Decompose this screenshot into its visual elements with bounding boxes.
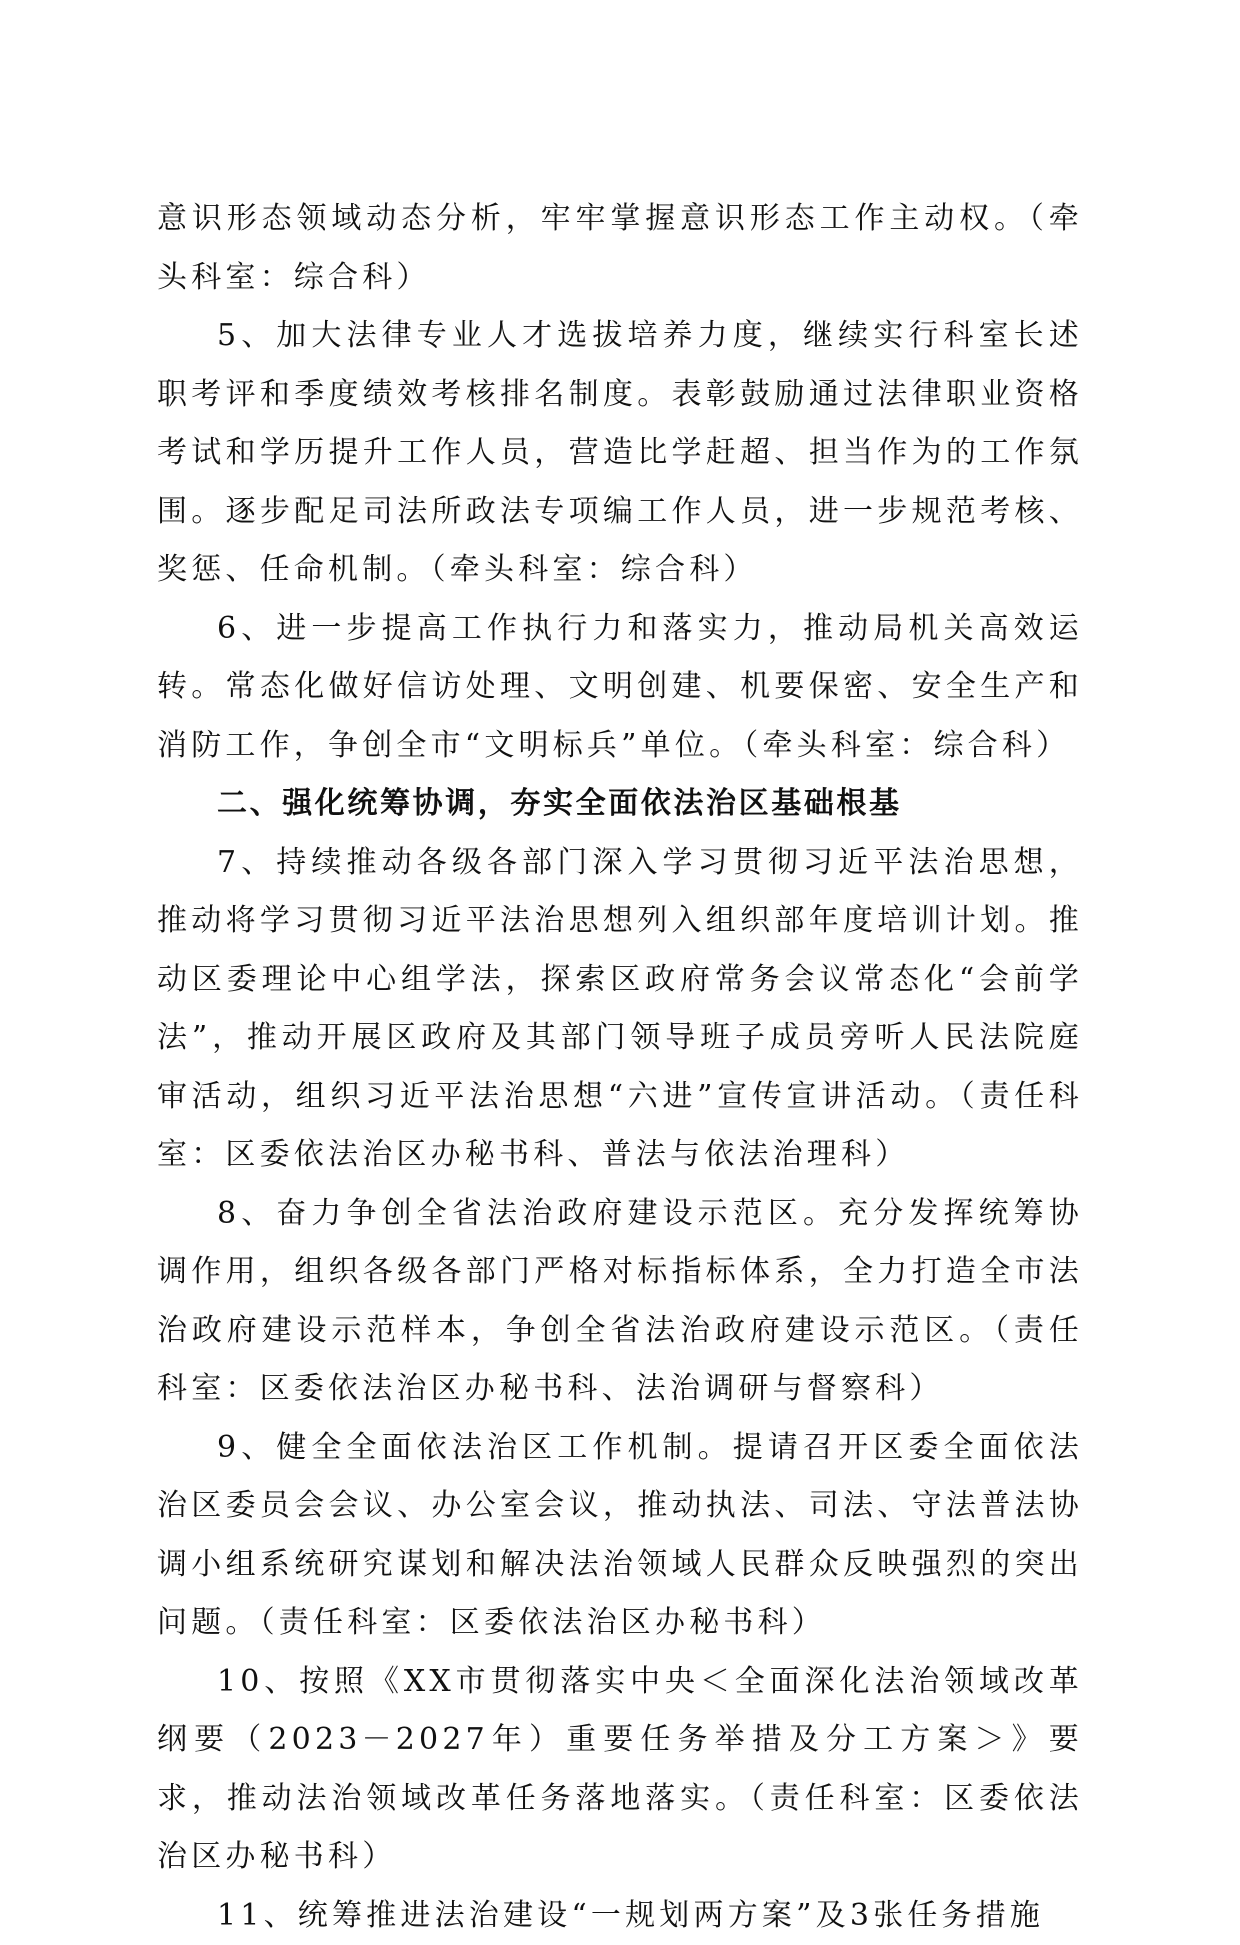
paragraph-item-6: 6、进一步提高工作执行力和落实力，推动局机关高效运转。常态化做好信访处理、文明创建、机要保密、安全生产和消防工作，争创全市“文明标兵”单位。（牵头科室：综合科）: [157, 600, 1083, 776]
paragraph-item-8: 8、奋力争创全省法治政府建设示范区。充分发挥统筹协调作用，组织各级各部门严格对标指标体系，全力打造全市法治政府建设示范样本，争创全省法治政府建设示范区。（责任科室：区委依法治区办秘书科、法治调研与督察科）: [157, 1185, 1083, 1419]
paragraph-item-11: 11、统筹推进法治建设“一规划两方案”及3张任务措施: [157, 1887, 1083, 1945]
paragraph-item-9: 9、健全全面依法治区工作机制。提请召开区委全面依法治区委员会会议、办公室会议，推动执法、司法、守法普法协调小组系统研究谋划和解决法治领域人民群众反映强烈的突出问题。（责任科室：区委依法治区办秘书科）: [157, 1419, 1083, 1653]
document-body: [157, 190, 1083, 1945]
paragraph-item-10: 10、按照《XX市贯彻落实中央＜全面深化法治领域改革纲要（2023－2027年）重要任务举措及分工方案＞》要求，推动法治领域改革任务落地落实。（责任科室：区委依法治区办秘书科）: [157, 1653, 1083, 1887]
paragraph-continued: 意识形态领域动态分析，牢牢掌握意识形态工作主动权。（牵头科室：综合科）: [157, 190, 1083, 307]
section-heading-2: 二、强化统筹协调，夯实全面依法治区基础根基: [157, 775, 1083, 834]
paragraph-item-5: 5、加大法律专业人才选拔培养力度，继续实行科室长述职考评和季度绩效考核排名制度。表彰鼓励通过法律职业资格考试和学历提升工作人员，营造比学赶超、担当作为的工作氛围。逐步配足司法所政法专项编工作人员，进一步规范考核、奖惩、任命机制。（牵头科室：综合科）: [157, 307, 1083, 600]
paragraph-item-7: 7、持续推动各级各部门深入学习贯彻习近平法治思想，推动将学习贯彻习近平法治思想列入组织部年度培训计划。推动区委理论中心组学法，探索区政府常务会议常态化“会前学法”，推动开展区政府及其部门领导班子成员旁听人民法院庭审活动，组织习近平法治思想“六进”宣传宣讲活动。（责任科室：区委依法治区办秘书科、普法与依法治理科）: [157, 834, 1083, 1185]
